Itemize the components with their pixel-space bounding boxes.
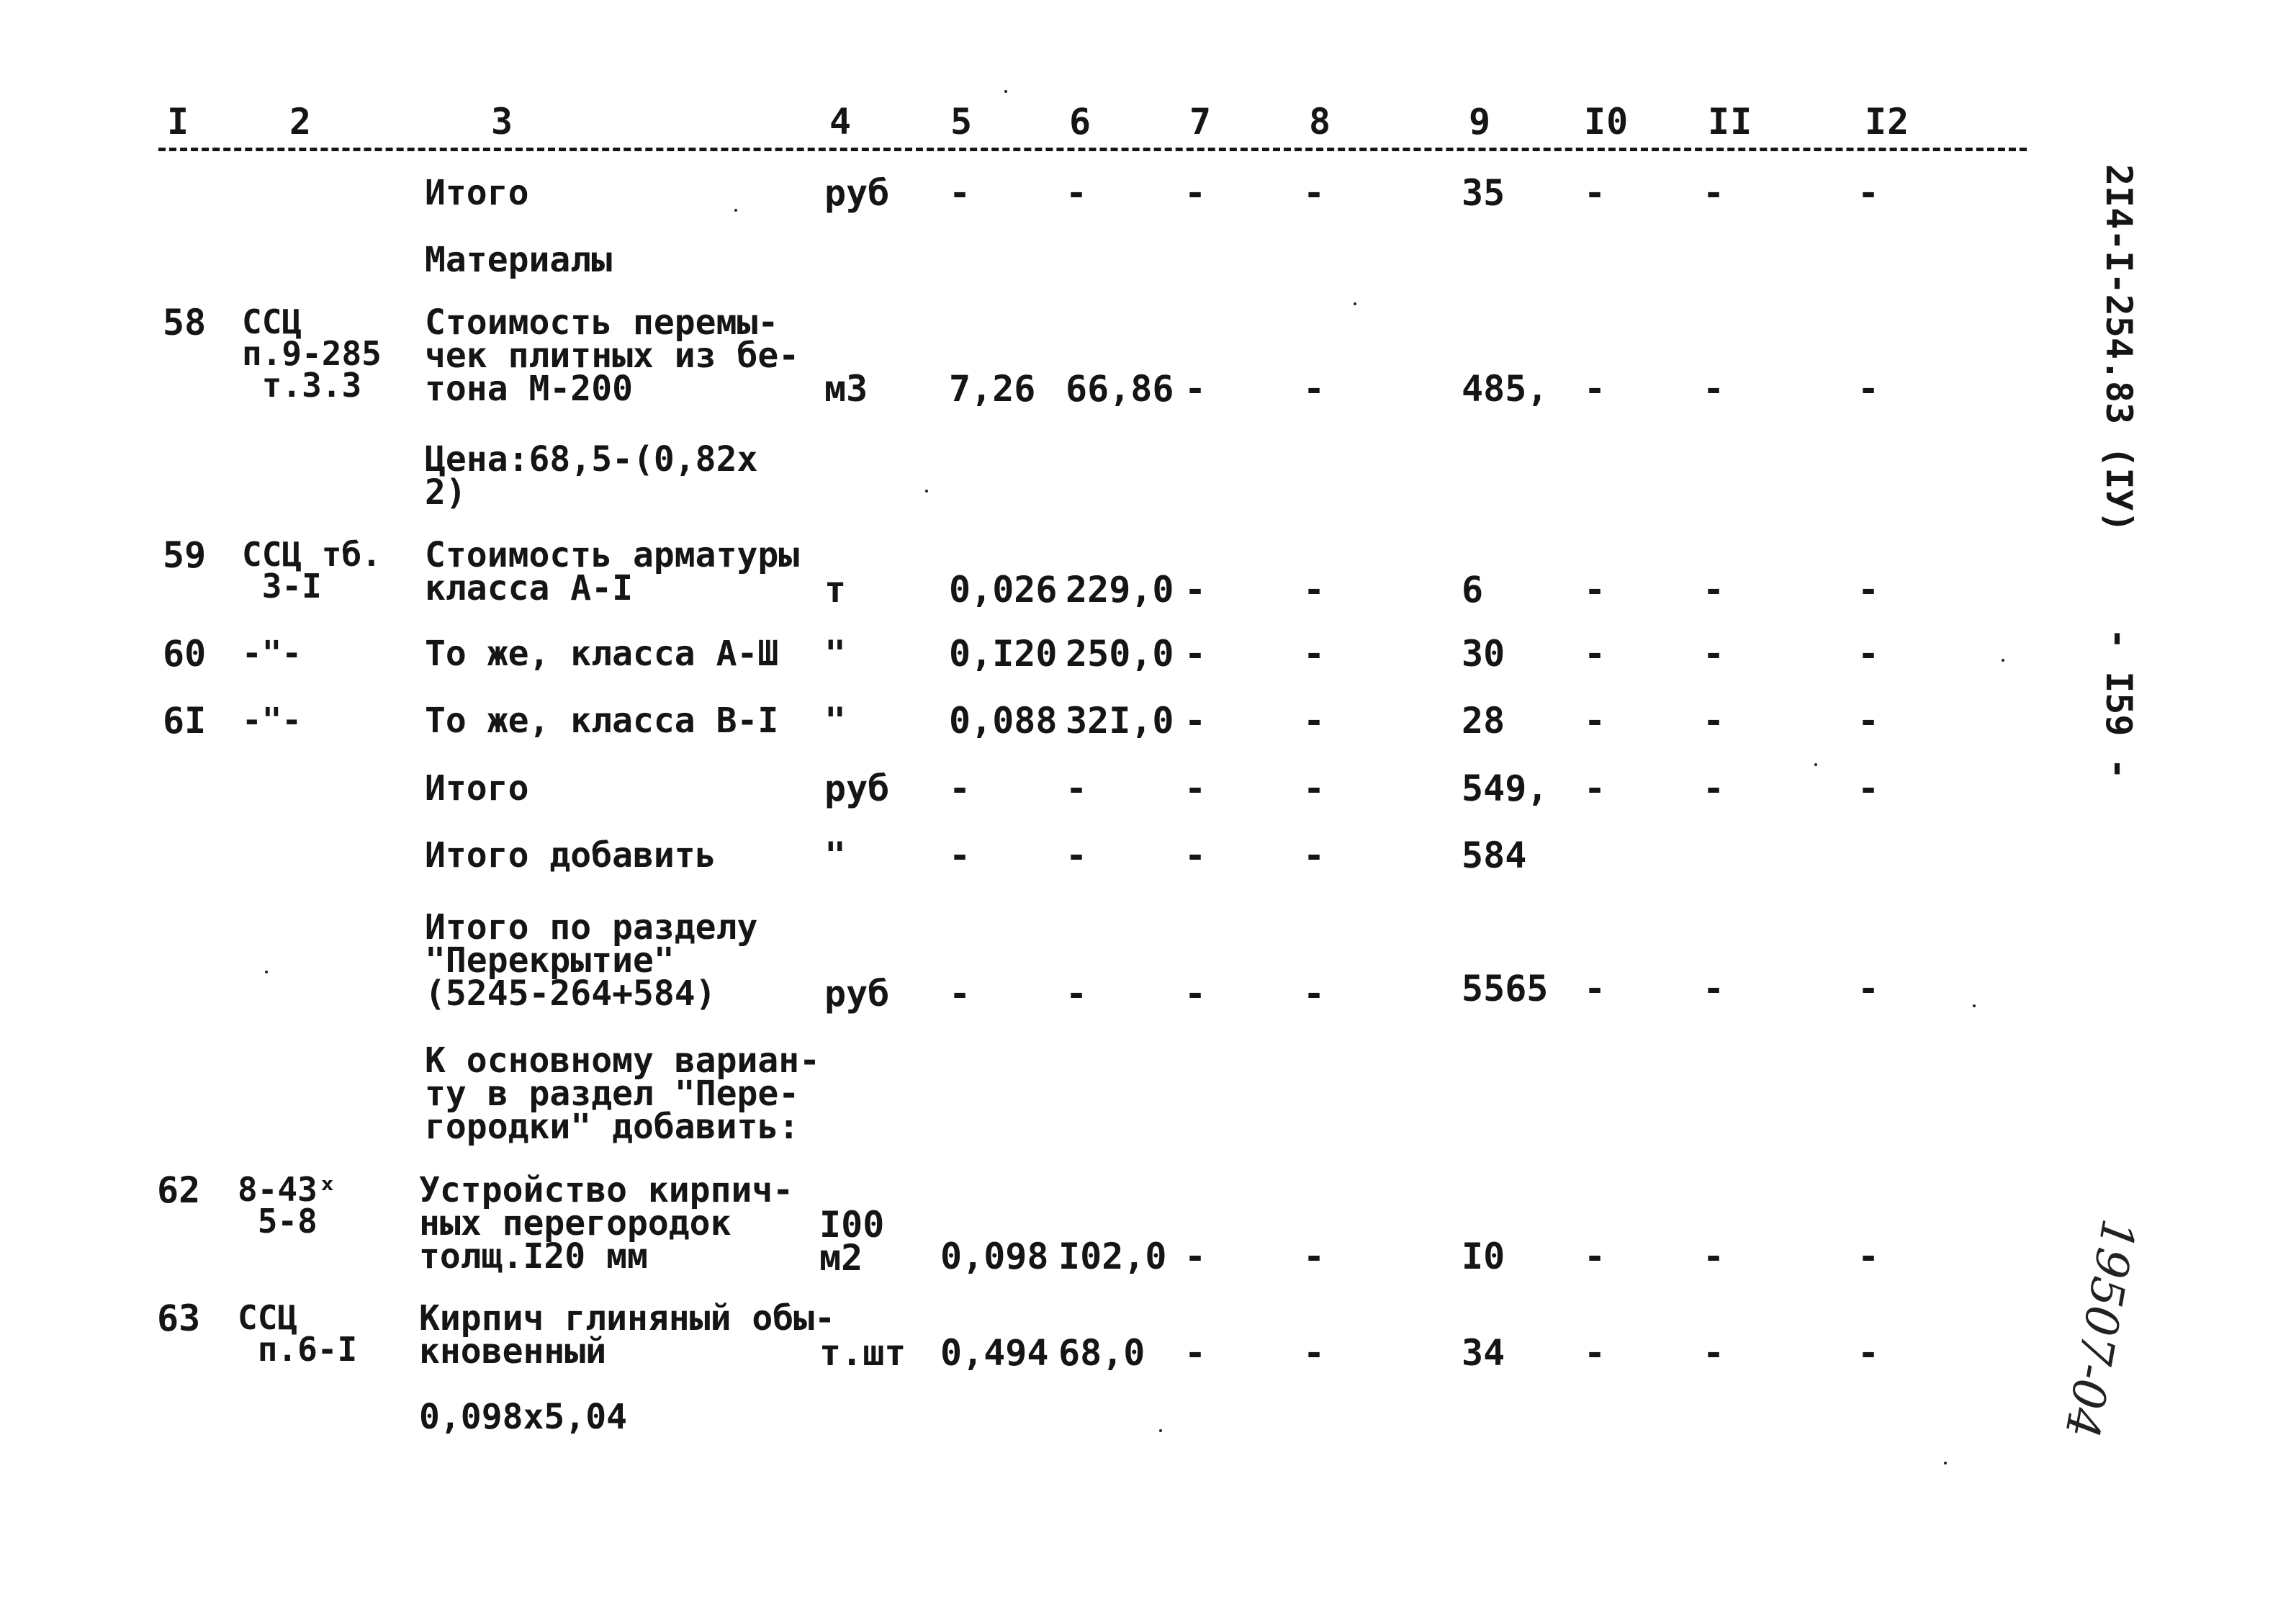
row-col6: 66,86: [1066, 368, 1174, 410]
scan-speck: [734, 209, 737, 212]
row-col6: -: [1066, 172, 1088, 214]
scan-speck: [1354, 302, 1356, 305]
row-col6: -: [1066, 835, 1088, 876]
scan-speck: [1159, 1429, 1162, 1432]
row-col11: -: [1703, 633, 1725, 675]
col-header-7: 7: [1189, 101, 1212, 143]
row-unit: руб: [824, 973, 890, 1015]
col-header-1: I: [167, 101, 190, 143]
row-col9: 6: [1462, 569, 1484, 611]
scan-speck: [1973, 1004, 1976, 1007]
row-col12: -: [1858, 172, 1880, 214]
row-col9: I0: [1462, 1236, 1505, 1277]
col-header-11: II: [1708, 101, 1753, 143]
row-col11: -: [1703, 368, 1725, 410]
row-description: К основному вариан- ту в раздел "Пере- городки" добавить:: [425, 1040, 821, 1147]
row-col8: -: [1303, 835, 1325, 876]
row-col5: 0,026: [949, 569, 1058, 611]
row-col6: 250,0: [1066, 633, 1174, 675]
row-description: Цена:68,5-(0,82х 2): [425, 439, 758, 513]
row-col6: 68,0: [1058, 1332, 1145, 1374]
row-col8: -: [1303, 768, 1325, 809]
row-col5: -: [949, 835, 971, 876]
row-col12: -: [1858, 1332, 1880, 1374]
row-col11: -: [1703, 768, 1725, 809]
row-col12: -: [1858, 700, 1880, 742]
row-col8: -: [1303, 700, 1325, 742]
scan-speck: [265, 971, 268, 973]
row-col8: -: [1303, 172, 1325, 214]
row-reference: ССЦ п.9-285 т.3.3: [242, 302, 382, 405]
row-col9: 35: [1462, 172, 1505, 214]
footnote-calculation: 0,098х5,04: [419, 1397, 627, 1437]
row-col6: -: [1066, 973, 1088, 1015]
col-header-12: I2: [1865, 101, 1910, 143]
row-description: Итого добавить: [425, 835, 716, 876]
row-col8: -: [1303, 569, 1325, 611]
row-reference: -"-: [242, 701, 302, 739]
row-unit: т: [824, 569, 847, 611]
row-unit: руб: [824, 768, 890, 809]
row-col9: 28: [1462, 700, 1505, 742]
col-header-2: 2: [289, 101, 312, 143]
row-description: Кирпич глиняный обы- кновенный: [419, 1298, 835, 1372]
row-unit: ": [824, 633, 847, 675]
col-header-5: 5: [950, 101, 973, 143]
row-col10: -: [1584, 633, 1606, 675]
row-col5: 0,I20: [949, 633, 1058, 675]
row-number: 63: [157, 1297, 201, 1339]
row-col11: -: [1703, 569, 1725, 611]
row-col8: -: [1303, 1332, 1325, 1374]
row-reference: -"-: [242, 634, 302, 672]
row-col7: -: [1184, 700, 1207, 742]
row-col7: -: [1184, 1236, 1207, 1277]
row-col9: 584: [1462, 835, 1527, 876]
row-reference: 8-43ˣ 5-8: [238, 1170, 338, 1241]
row-description: Итого по разделу "Перекрытие" (5245-264+584): [425, 907, 758, 1014]
scan-speck: [1814, 763, 1817, 766]
row-col11: -: [1703, 1236, 1725, 1277]
row-col7: -: [1184, 973, 1207, 1015]
col-header-4: 4: [829, 101, 852, 143]
col-header-3: 3: [491, 101, 514, 143]
row-description: Стоимость арматуры класса А-I: [425, 535, 800, 608]
row-col8: -: [1303, 368, 1325, 410]
row-number: 59: [163, 534, 207, 576]
scan-speck: [2002, 659, 2004, 662]
row-unit: м3: [824, 368, 868, 410]
row-col5: 7,26: [949, 368, 1036, 410]
row-col10: -: [1584, 368, 1606, 410]
row-description: То же, класса В-I: [425, 701, 779, 741]
row-col9: 5565: [1462, 968, 1549, 1009]
row-unit: руб: [824, 172, 890, 214]
row-col8: -: [1303, 973, 1325, 1015]
row-col10: -: [1584, 569, 1606, 611]
row-number: 60: [163, 633, 207, 675]
document-code-stamp: 2I4-I-254.83 (IУ): [2098, 164, 2140, 533]
row-unit: ": [824, 835, 847, 876]
row-col7: -: [1184, 172, 1207, 214]
row-reference: ССЦ п.6-I: [238, 1298, 358, 1369]
row-description: Материалы: [425, 240, 613, 280]
header-dashed-rule: [158, 148, 2027, 151]
row-col8: -: [1303, 1236, 1325, 1277]
row-col7: -: [1184, 835, 1207, 876]
row-col12: -: [1858, 1236, 1880, 1277]
row-description: То же, класса А-Ш: [425, 634, 779, 674]
row-col7: -: [1184, 569, 1207, 611]
row-number: 6I: [163, 700, 207, 742]
scan-speck: [1944, 1462, 1947, 1465]
row-description: Итого: [425, 173, 529, 213]
row-col11: -: [1703, 172, 1725, 214]
row-description: Устройство кирпич- ных перегородок толщ.I20 мм: [419, 1170, 794, 1277]
row-col12: -: [1858, 569, 1880, 611]
col-header-10: I0: [1584, 101, 1629, 143]
row-col6: 32I,0: [1066, 700, 1174, 742]
row-col5: 0,098: [940, 1236, 1049, 1277]
row-col12: -: [1858, 768, 1880, 809]
row-col6: 229,0: [1066, 569, 1174, 611]
row-col10: -: [1584, 700, 1606, 742]
row-number: 62: [157, 1169, 201, 1211]
row-col9: 30: [1462, 633, 1505, 675]
row-col5: 0,494: [940, 1332, 1049, 1374]
scan-speck: [1004, 90, 1007, 93]
row-col10: -: [1584, 1236, 1606, 1277]
row-description: Стоимость перемы- чек плитных из бе- тона М-200: [425, 302, 800, 409]
row-col7: -: [1184, 1332, 1207, 1374]
row-description: Итого: [425, 768, 529, 809]
row-col10: -: [1584, 968, 1606, 1009]
row-unit: т.шт: [819, 1332, 906, 1374]
col-header-8: 8: [1309, 101, 1332, 143]
row-col12: -: [1858, 968, 1880, 1009]
row-unit: I00 м2: [819, 1204, 885, 1279]
row-col12: -: [1858, 633, 1880, 675]
row-col11: -: [1703, 1332, 1725, 1374]
row-col5: -: [949, 172, 971, 214]
row-col9: 549,: [1462, 768, 1549, 809]
row-col11: -: [1703, 968, 1725, 1009]
row-col11: -: [1703, 700, 1725, 742]
row-col6: I02,0: [1058, 1236, 1167, 1277]
handwritten-archive-number: 19507-04: [2053, 1215, 2146, 1442]
row-col5: -: [949, 768, 971, 809]
row-col7: -: [1184, 368, 1207, 410]
row-col10: -: [1584, 768, 1606, 809]
row-col7: -: [1184, 633, 1207, 675]
row-col8: -: [1303, 633, 1325, 675]
col-header-9: 9: [1469, 101, 1492, 143]
row-col9: 485,: [1462, 368, 1549, 410]
row-col10: -: [1584, 1332, 1606, 1374]
row-reference: ССЦ тб. 3-I: [242, 535, 382, 606]
col-header-6: 6: [1069, 101, 1092, 143]
row-col7: -: [1184, 768, 1207, 809]
row-col5: -: [949, 973, 971, 1015]
row-col5: 0,088: [949, 700, 1058, 742]
page-number: - I59 -: [2098, 628, 2140, 780]
row-col12: -: [1858, 368, 1880, 410]
scan-speck: [925, 490, 928, 492]
row-unit: ": [824, 700, 847, 742]
row-col9: 34: [1462, 1332, 1505, 1374]
row-col10: -: [1584, 172, 1606, 214]
row-col6: -: [1066, 768, 1088, 809]
row-number: 58: [163, 302, 207, 343]
